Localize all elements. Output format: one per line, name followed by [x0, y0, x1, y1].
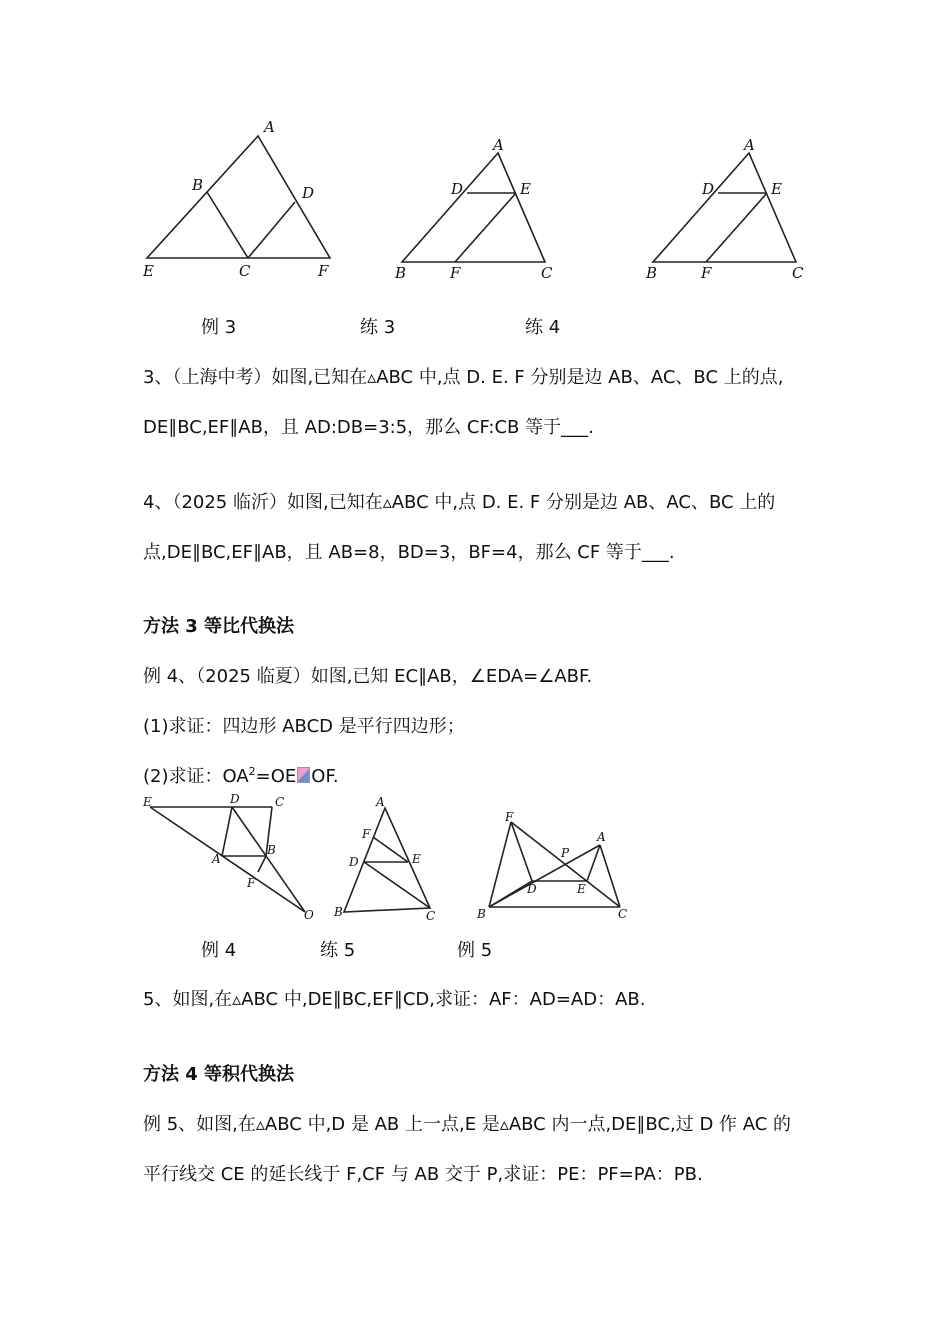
- figure-example-4: [0, 780, 950, 940]
- label-F: F: [505, 810, 514, 824]
- label-E: E: [412, 852, 421, 866]
- label-D: D: [302, 184, 315, 202]
- label-A: A: [493, 136, 504, 154]
- segment-DC: [248, 202, 295, 258]
- caption-example-5: 例 5: [457, 940, 493, 961]
- label-F: F: [701, 264, 712, 282]
- label-B: B: [477, 907, 486, 921]
- label-B: B: [334, 905, 343, 919]
- triangle-ABC-2: [402, 153, 545, 262]
- segment-AC-6: [600, 845, 620, 907]
- problem-3-line-2: DE∥BC,EF∥AB，且 AD:DB=3:5，那么 CF:CB 等于___.: [143, 417, 594, 438]
- segment-BF-6: [489, 822, 511, 907]
- label-A: A: [744, 136, 755, 154]
- label-E: E: [143, 795, 152, 809]
- caption-example-4: 例 4: [201, 940, 237, 961]
- segment-BF: [258, 856, 266, 872]
- part-2-suffix: OF.: [311, 766, 339, 787]
- label-A: A: [597, 830, 606, 844]
- problem-5-line-1: 5、如图,在▵ABC 中,DE∥BC,EF∥CD,求证：AF：AD=AD：AB.: [143, 989, 646, 1010]
- label-O: O: [304, 908, 314, 922]
- label-A: A: [376, 795, 385, 809]
- caption-example-3: 例 3: [201, 317, 237, 338]
- segment-EF-2: [455, 193, 516, 262]
- caption-practice-4: 练 4: [525, 317, 561, 338]
- method-3-heading: 方法 3 等比代换法: [143, 616, 295, 637]
- triangle-ABC-3: [653, 153, 796, 262]
- caption-practice-5: 练 5: [320, 940, 356, 961]
- label-F: F: [318, 262, 329, 280]
- label-B: B: [395, 264, 407, 282]
- label-A: A: [264, 118, 275, 136]
- label-C: C: [275, 795, 285, 809]
- label-D: D: [230, 792, 240, 806]
- example-5-line-1: 例 5、如图,在▵ABC 中,D 是 AB 上一点,E 是▵ABC 内一点,DE∥BC,过 D 作 AC 的: [143, 1114, 792, 1135]
- label-E: E: [771, 180, 782, 198]
- part-2-mid: =OE: [255, 766, 297, 787]
- caption-practice-3: 练 3: [360, 317, 396, 338]
- label-E: E: [520, 180, 531, 198]
- label-D: D: [349, 855, 359, 869]
- label-P: P: [561, 846, 570, 860]
- figure-example-3: [0, 0, 950, 300]
- label-C: C: [792, 264, 804, 282]
- example-4-part-1: (1)求证：四边形 ABCD 是平行四边形；: [143, 716, 465, 737]
- segment-EF-3: [706, 193, 767, 262]
- segment-DA: [222, 807, 232, 856]
- label-A: A: [212, 852, 221, 866]
- label-C: C: [426, 909, 436, 923]
- label-B: B: [267, 843, 276, 857]
- example-5-line-2: 平行线交 CE 的延长线于 F,CF 与 AB 交于 P,求证：PE：PF=PA：PB.: [143, 1164, 703, 1185]
- segment-BC: [207, 192, 248, 258]
- label-B: B: [646, 264, 658, 282]
- example-4-statement: 例 4、（2025 临夏）如图,已知 EC∥AB，∠EDA=∠ABF.: [143, 666, 593, 687]
- label-D: D: [527, 882, 537, 896]
- label-E: E: [143, 262, 154, 280]
- problem-4-line-2: 点,DE∥BC,EF∥AB，且 AB=8，BD=3，BF=4，那么 CF 等于___.: [143, 542, 675, 563]
- label-B: B: [192, 176, 204, 194]
- part-2-prefix: (2)求证：OA: [143, 766, 249, 787]
- label-E: E: [577, 882, 586, 896]
- label-C: C: [618, 907, 628, 921]
- label-F: F: [247, 876, 256, 890]
- label-F: F: [450, 264, 461, 282]
- label-D: D: [702, 180, 715, 198]
- label-F: F: [362, 827, 371, 841]
- part-2-exponent: 2: [248, 765, 256, 778]
- label-C: C: [541, 264, 553, 282]
- segment-DO: [232, 807, 305, 912]
- segment-FE-5: [373, 837, 408, 862]
- problem-4-line-1: 4、（2025 临沂）如图,已知在▵ABC 中,点 D. E. F 分别是边 AB、AC、BC 上的: [143, 492, 776, 513]
- segment-EO: [150, 807, 305, 912]
- label-D: D: [451, 180, 464, 198]
- method-4-heading: 方法 4 等积代换法: [143, 1064, 295, 1085]
- label-C: C: [239, 262, 251, 280]
- problem-3-line-1: 3、（上海中考）如图,已知在▵ABC 中,点 D. E. F 分别是边 AB、AC、BC 上的点,: [143, 367, 784, 388]
